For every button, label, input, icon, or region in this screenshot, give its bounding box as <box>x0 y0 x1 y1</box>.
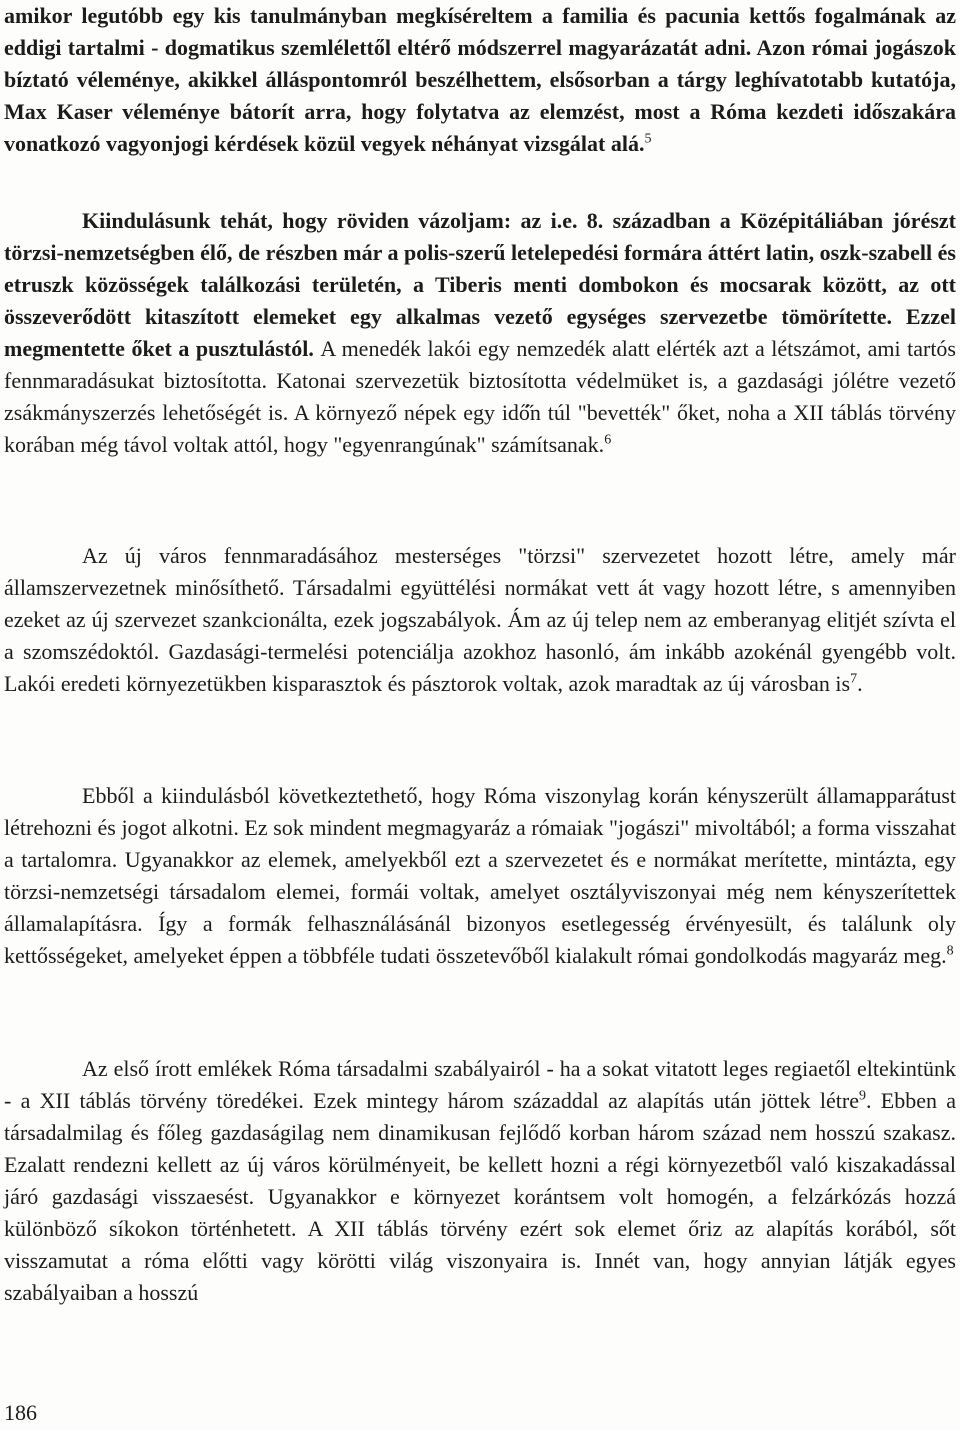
footnote-marker-8: 8 <box>946 943 954 959</box>
paragraph-1-segment-2: Azon római jogászok bíztató véleménye, akikkel álláspontomról beszélhettem, elsősorban a tárgy leghívatotabb kutatója, Max Kaser véleménye bátorít arra, hogy folytatva az elemzést, most a Róma kezdeti időszakára vonatkozó vagyonjogi kérdések közül vegyek néhányat vizsgálat alá. <box>4 35 956 156</box>
paragraph-3-tail: . <box>857 671 863 696</box>
paragraph-5-after-footnote: . Ebben a társadalmilag és főleg gazdaságilag nem dinamikusan fejlődő korban három század nem hosszú szakasz. Ezalatt rendezni kellett az új város körülményeit, be kellett hozni a régi környezetből való kiszakadással járó gazdasági visszaesést. Ugyanakkor e környezet korántsem volt homogén, a felzárkózás hozzá különböző síkokon történhetett. A XII táblás törvény ezért sok elemet őriz az alapítás korából, sőt visszamutat a róma előtti vagy körötti világ viszonyaira is. Innét van, hogy annyian látják egyes szabályaiban a hosszú <box>4 1088 956 1305</box>
paragraph-2-segment-2: A menedék lakói egy nemzedék alatt elérték azt a létszámot, ami tartós fennmaradásukat biztosította. Katonai szervezetük biztosította védelmüket is, a gazdasági jólétre vezető zsákmányszerzés lehetőségét is. A környező népek egy idő̋n túl "bevették" őket, noha a XII táblás törvény korában még távol voltak attól, hogy "egyenrangúnak" számítsanak. <box>4 336 956 457</box>
paragraph-4 <box>4 780 956 972</box>
footnote-marker-7: 7 <box>850 671 858 687</box>
paragraph-3 <box>4 540 956 700</box>
footnote-marker-6: 6 <box>604 432 612 448</box>
paragraph-4-segment-1: Ebből a kiindulásból következtethető, hogy Róma viszonylag korán kényszerült államapparátust létrehozni és jogot alkotni. Ez sok mindent megmagyaráz a rómaiak "jogászi" mivoltából; a forma visszahat a tartalomra. Ugyanakkor az elemek, amelyekből ezt a szervezetet és e normákat merítette, mintázta, egy törzsi-nemzetségi társadalom elemei, formái voltak, amelyet osztályviszonyai még nem kényszerítettek államalapításra. Így a formák felhasználásánál bizonyos esetlegesség érvényesült, és találunk oly kettősségeket, amelyeket éppen a többféle tudati összetevőből kialakult római gondolkodás magyaráz meg. <box>4 783 956 968</box>
paragraph-3-segment-1: Az új város fennmaradásához mesterséges "törzsi" szervezetet hozott létre, amely már államszervezetnek minősíthető. Társadalmi együttélési normákat vett át vagy hozott létre, s amennyiben ezeket az új szervezet szankcionálta, ezek jogszabályok. Ám az új telep nem az emberanyag elitjét szívta el a szomszédoktól. Gazdasági-termelési potenciálja azokhoz hasonló, ám inkább azokénál gyengébb volt. Lakói eredeti környezetükben kisparasztok és pásztorok voltak, azok maradtak az új városban is <box>4 543 956 696</box>
paragraph-2 <box>4 205 956 461</box>
paragraph-4-text <box>4 780 956 972</box>
paragraph-1-segment-1: amikor legutóbb egy kis tanulmányban megkíséreltem a familia és pacunia kettős fogalmának az eddigi tartalmi - dogmatikus szemlélettől eltérő módszerrel magyarázatát adni. <box>4 3 956 60</box>
paragraph-2-segment-1: Kiindulásunk tehát, hogy röviden vázoljam: az i.e. 8. században a Középitáliában jórészt törzsi-nemzetségben élő, de részben már a polis-szerű letelepedési formára áttért latin, oszk-szabell és etruszk közösségek találkozási területén, a Tiberis menti dombokon és mocsarak között, az ott összeverődött kitaszított elemeket egy alkalmas vezető egységes szervezetbe tömörítette. Ezzel megmentette őket a pusztulástól. <box>4 208 956 361</box>
paragraph-5-segment-1: Az első írott emlékek Róma társadalmi szabályairól - ha a sokat vitatott leges regiaetől eltekintünk - a XII táblás törvény töredékei. Ezek mintegy három századdal az alapítás után jöttek létre <box>4 1056 956 1113</box>
paragraph-3-text <box>4 540 956 700</box>
footnote-marker-5: 5 <box>644 131 652 147</box>
paragraph-1-text <box>4 0 956 160</box>
page-number: 186 <box>4 1400 37 1425</box>
footnote-marker-9: 9 <box>858 1088 866 1104</box>
paragraph-1 <box>4 0 956 160</box>
paragraph-2-text <box>4 205 956 461</box>
paragraph-5-text <box>4 1053 956 1309</box>
paragraph-5 <box>4 1053 956 1309</box>
